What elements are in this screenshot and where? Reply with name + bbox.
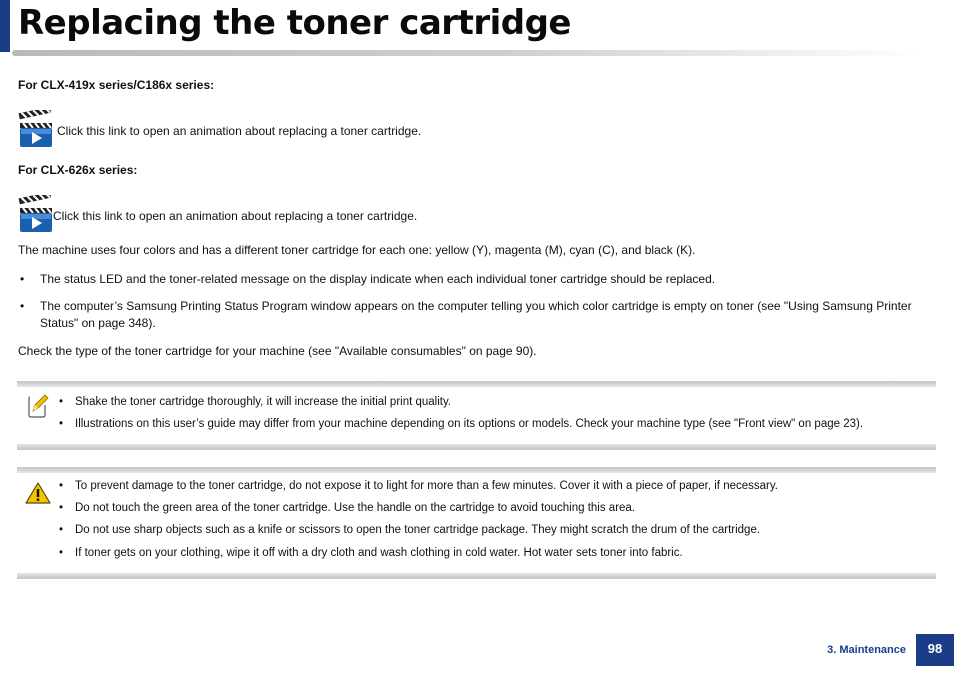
note-box (17, 381, 936, 450)
caution-bullet-marker: • (59, 524, 64, 536)
video-clapper-icon[interactable] (18, 195, 54, 233)
note-bullet-marker: • (59, 418, 64, 430)
caution-box (17, 467, 936, 579)
note-pencil-icon (27, 393, 49, 419)
title-accent-bar (0, 0, 10, 52)
section2-animation-link[interactable]: Click this link to open an animation about replacing a toner cartridge. (53, 209, 418, 223)
chapter-label: 3. Maintenance (827, 644, 906, 656)
page-number: 98 (916, 634, 954, 666)
caution-box-top-border (17, 467, 936, 473)
caution-item: Do not use sharp objects such as a knife or scissors to open the toner cartridge package. They might scratch the drum of the cartridge. (75, 524, 761, 536)
note-item: Illustrations on this user’s guide may differ from your machine depending on its options or models. Check your machine type (see "Front view" on page 23). (75, 418, 864, 430)
video-clapper-icon[interactable] (18, 110, 54, 148)
warning-triangle-icon (25, 481, 51, 505)
caution-item: Do not touch the green area of the toner cartridge. Use the handle on the cartridge to avoid touching this area. (75, 502, 636, 514)
bullet-marker: • (20, 272, 25, 286)
section1-animation-link[interactable]: Click this link to open an animation about replacing a toner cartridge. (57, 124, 422, 138)
caution-bullet-marker: • (59, 480, 64, 492)
caution-bullet-marker: • (59, 547, 64, 559)
caution-bullet-marker: • (59, 502, 64, 514)
caution-box-bottom-border (17, 573, 936, 579)
title-divider (12, 50, 922, 56)
caution-item: If toner gets on your clothing, wipe it off with a dry cloth and wash clothing in cold water. Hot water sets toner into fabric. (75, 547, 683, 559)
check-text: Check the type of the toner cartridge for your machine (see "Available consumables" on page 90). (18, 344, 537, 358)
note-box-bottom-border (17, 444, 936, 450)
page-title: Replacing the toner cartridge (18, 3, 571, 43)
note-bullet-marker: • (59, 396, 64, 408)
intro-text: The machine uses four colors and has a different toner cartridge for each one: yellow (Y), magenta (M), cyan (C), and black (K). (18, 243, 696, 257)
caution-item: To prevent damage to the toner cartridge, do not expose it to light for more than a few minutes. Cover it with a piece of paper, if necessary. (75, 480, 778, 492)
section2-heading: For CLX-626x series: (18, 163, 138, 177)
bullet-marker: • (20, 299, 25, 313)
bullet-item: The status LED and the toner-related message on the display indicate when each individual toner cartridge should be replaced. (40, 272, 716, 286)
note-item: Shake the toner cartridge thoroughly, it will increase the initial print quality. (75, 396, 452, 408)
note-box-top-border (17, 381, 936, 387)
bullet-item: The computer’s Samsung Printing Status Program window appears on the computer telling you which color cartridge is empty on toner (see "Using Samsung Printer Status" on page 348). (40, 299, 912, 330)
section1-heading: For CLX-419x series/C186x series: (18, 78, 215, 92)
